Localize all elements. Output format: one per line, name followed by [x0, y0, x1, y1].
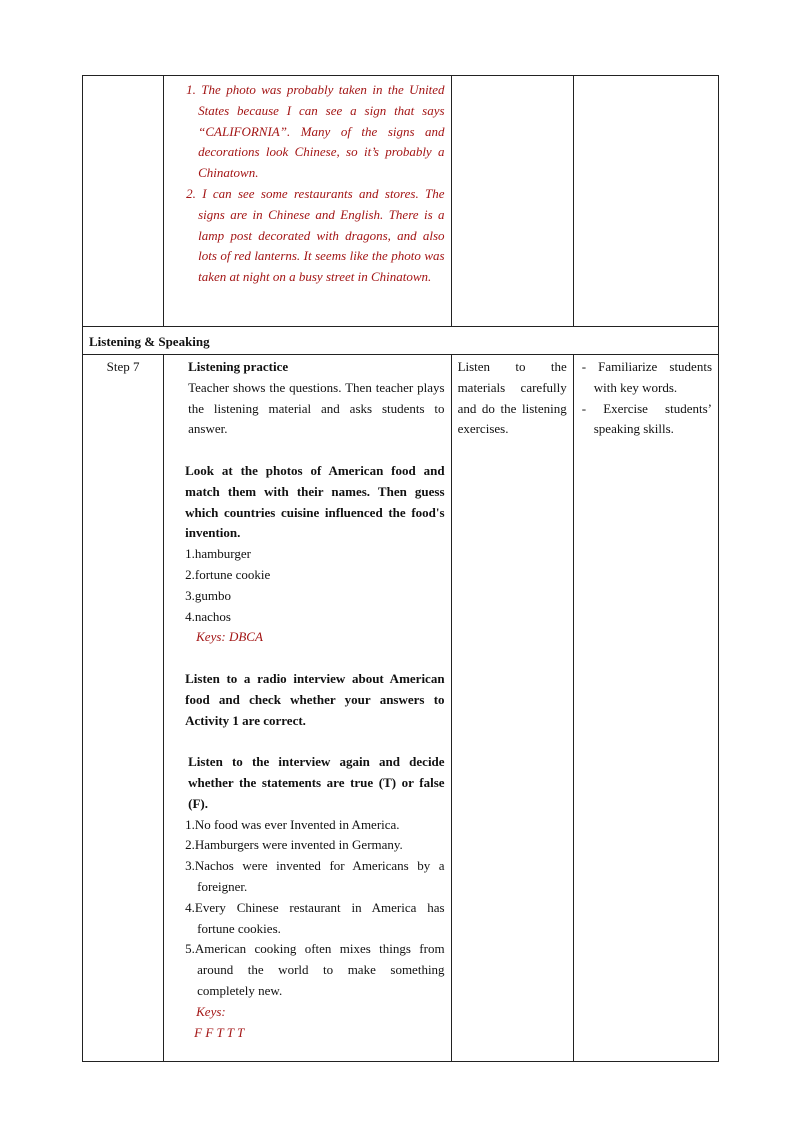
student-activity-cell	[451, 355, 573, 1062]
keys-2-label: Keys:	[196, 1003, 226, 1019]
purpose-cell	[573, 355, 718, 1062]
listening-heading: Listening practice	[188, 359, 289, 374]
task2-title: Listen to a radio interview about American food and check whether your answers to Activity 1 are correct.	[185, 670, 445, 728]
food-item: 3.gumbo	[185, 587, 231, 603]
student-activity-cell-empty	[451, 76, 573, 327]
food-item: 1.hamburger	[185, 546, 251, 562]
lesson-plan-table	[82, 75, 719, 1062]
statement-item: 3.Nachos were invented for Americans by a foreigner.	[185, 858, 445, 894]
task1-title: Look at the photos of American food and match them with their names. Then guess which countries cuisine influenced the food's invention.	[185, 462, 445, 541]
statement-item: 5.American cooking often mixes things from around the world to make something completely new.	[185, 941, 445, 998]
step7-procedure-cell	[164, 355, 451, 1062]
procedure-cell	[164, 76, 451, 327]
step-label: Step 7	[106, 359, 140, 374]
section-row	[83, 327, 719, 355]
task3-title: Listen to the interview again and decide whether the statements are true (T) or false (F).	[188, 754, 445, 811]
keys-1: Keys: DBCA	[196, 629, 263, 645]
answer-1: 1. The photo was probably taken in the United States because I can see a sign that says “CALIFORNIA”. Many of the signs and decorations look Chinese, so it’s probably a Chinatown.	[186, 82, 445, 181]
purpose-item: - Familiarize students with key words.	[581, 359, 712, 395]
step-cell-empty	[83, 76, 164, 327]
student-activity-text: Listen to the materials carefully and do the listening exercises.	[457, 359, 567, 437]
statement-item: 4.Every Chinese restaurant in America has fortune cookies.	[185, 899, 445, 936]
step7-row	[83, 355, 719, 1062]
section-title: Listening & Speaking	[83, 327, 719, 355]
food-item: 4.nachos	[185, 608, 231, 624]
answer-2: 2. I can see some restaurants and stores. The signs are in Chinese and English. There is a lamp post decorated with dragons, and also lots of red lanterns. It seems like the photo was taken at night on a busy street in Chinatown.	[186, 185, 445, 285]
statement-item: 1.No food was ever Invented in America.	[185, 816, 400, 832]
keys-2-values: F F T T T	[194, 1024, 245, 1040]
teacher-intro: Teacher shows the questions. Then teacher plays the listening material and asks students to answer.	[188, 379, 445, 437]
purpose-cell-empty	[573, 76, 718, 327]
step-label-cell	[83, 355, 164, 1062]
food-item: 2.fortune cookie	[185, 566, 271, 582]
statement-item: 2.Hamburgers were invented in Germany.	[185, 837, 403, 853]
answers-row	[83, 76, 719, 327]
purpose-item: - Exercise students’ speaking skills.	[581, 400, 712, 437]
